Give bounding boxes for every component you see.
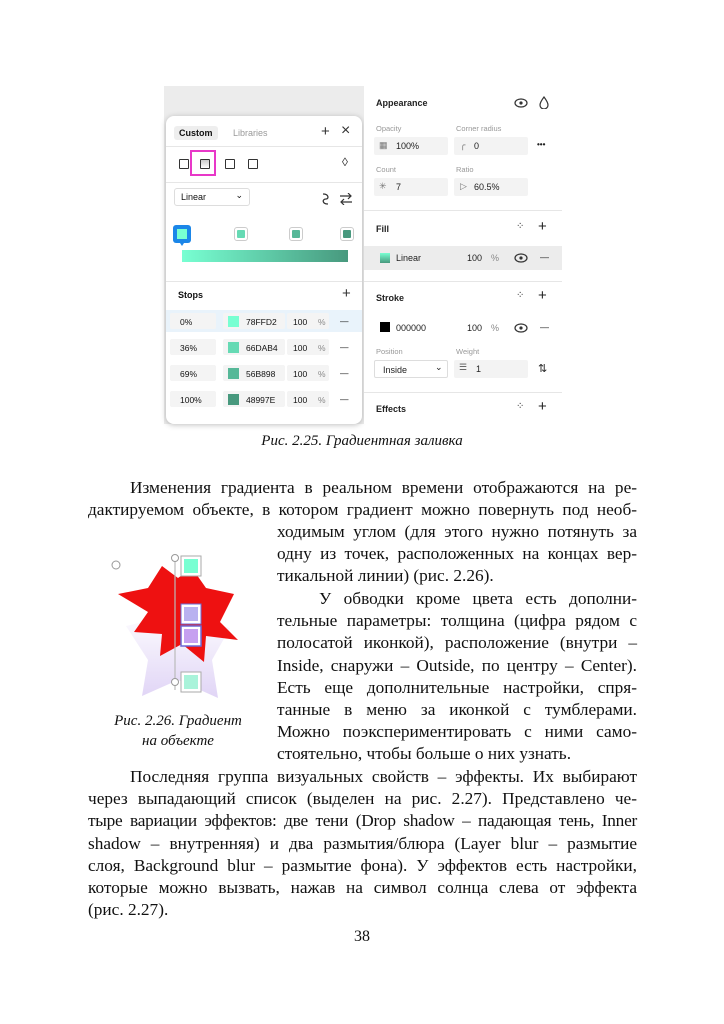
stop-position[interactable]: 100% xyxy=(180,395,202,405)
stroke-settings-icon[interactable]: ⇅ xyxy=(538,363,548,375)
count-value: 7 xyxy=(396,182,402,192)
text-line: Последняя группа визуальных свойств – эффекты. Их выбирают xyxy=(130,767,637,786)
stops-title: Stops xyxy=(178,290,204,300)
fill-opacity[interactable]: 100 xyxy=(467,253,483,263)
drop-icon[interactable]: ◊ xyxy=(342,155,348,169)
text-line: Inside, снаружи – Outside, по центру – Center). xyxy=(277,655,637,675)
chevron-down-icon: ⌄ xyxy=(235,190,243,200)
remove-stop-icon[interactable]: — xyxy=(340,316,349,326)
count-field[interactable] xyxy=(374,178,448,196)
stop-hex[interactable]: 48997E xyxy=(246,395,276,405)
ratio-value: 60.5% xyxy=(474,182,500,192)
remove-stop-icon[interactable]: — xyxy=(340,368,349,378)
corner-radius-label: Corner radius xyxy=(456,124,502,133)
ratio-label: Ratio xyxy=(456,165,474,174)
percent-sign: % xyxy=(318,395,326,405)
star-icon: ✳ xyxy=(379,181,387,191)
video-fill-icon[interactable] xyxy=(248,159,258,169)
stop-handle-100[interactable] xyxy=(340,227,354,241)
image-fill-icon[interactable] xyxy=(225,159,235,169)
gradient-type-dropdown[interactable] xyxy=(174,188,250,206)
styles-grid-icon[interactable]: ⁘ xyxy=(516,221,525,232)
fill-swatch[interactable] xyxy=(380,253,390,263)
fill-type: Linear xyxy=(396,253,422,263)
caption-line: на объекте xyxy=(142,733,214,749)
eye-icon[interactable] xyxy=(514,323,528,333)
figure-2-25-caption: Рис. 2.25. Градиентная заливка xyxy=(261,433,463,449)
add-effect-icon[interactable]: + xyxy=(538,398,547,415)
text-line: дактируемом объекте, в котором градиент можно повернуть под необ- xyxy=(88,500,637,520)
text-line: тельные параметры: толщина (цифра рядом с xyxy=(277,611,637,631)
stop-handle-69[interactable] xyxy=(289,227,303,241)
text-line: Есть еще дополнительные настройки, спря- xyxy=(277,677,637,697)
percent-sign: % xyxy=(318,369,326,379)
stroke-position-dropdown[interactable] xyxy=(374,360,448,378)
ratio-icon: ▷ xyxy=(460,181,467,191)
stop-opacity[interactable]: 100 xyxy=(293,317,308,327)
rotate-icon[interactable] xyxy=(320,192,332,206)
text-line: (рис. 2.27). xyxy=(88,900,169,920)
styles-grid-icon[interactable]: ⁘ xyxy=(516,401,525,412)
figure-2-26-gradient-object xyxy=(108,548,258,706)
paragraph-1-continued xyxy=(277,521,637,588)
percent-sign: % xyxy=(318,343,326,353)
stop-position[interactable]: 36% xyxy=(180,343,198,353)
text-line: слоя, Background blur – размытие фона). У эффектов есть настройки, xyxy=(88,855,637,875)
stop-opacity[interactable]: 100 xyxy=(293,395,308,405)
text-line: shadow – внутренняя) и два размытия/блюра (Layer blur – размытие xyxy=(88,833,637,853)
figure-2-26-caption xyxy=(95,711,261,751)
text-line: тикальной линии) (рис. 2.26). xyxy=(277,566,494,586)
stop-opacity[interactable]: 100 xyxy=(293,369,308,379)
position-label: Position xyxy=(376,347,403,356)
swap-icon[interactable] xyxy=(339,193,353,205)
text-line: которые можно вызвать, нажав на символ солнца слева от эффекта xyxy=(88,878,637,898)
percent-sign: % xyxy=(491,323,500,333)
ratio-field[interactable] xyxy=(454,178,528,196)
remove-fill-icon[interactable]: — xyxy=(540,252,549,262)
remove-stop-icon[interactable]: — xyxy=(340,394,349,404)
text-line: ходимым углом (для этого нужно потянуть за xyxy=(277,522,637,541)
plus-icon[interactable]: + xyxy=(321,123,330,140)
corner-radius-icon: ╭ xyxy=(460,140,466,150)
close-icon[interactable]: × xyxy=(341,122,351,139)
percent-sign: % xyxy=(491,253,500,263)
stop-handle-36[interactable] xyxy=(234,227,248,241)
stroke-title: Stroke xyxy=(376,293,405,303)
stop-hex[interactable]: 66DAB4 xyxy=(246,343,278,353)
corner-radius-value: 0 xyxy=(474,141,480,151)
stop-swatch[interactable] xyxy=(228,368,239,379)
tab-custom[interactable]: Custom xyxy=(174,126,218,140)
paragraph-3 xyxy=(88,766,637,921)
stroke-weight-field[interactable] xyxy=(454,360,528,378)
opacity-value: 100% xyxy=(396,141,420,151)
text-line: тыре вариации эффектов: две тени (Drop shadow – падающая тень, Inner xyxy=(88,811,637,831)
stop-swatch[interactable] xyxy=(228,394,239,405)
stroke-weight-icon: ☰ xyxy=(459,362,468,372)
stop-row[interactable] xyxy=(166,388,362,410)
properties-panel xyxy=(364,86,562,424)
stop-hex[interactable]: 78FFD2 xyxy=(246,317,277,327)
add-stroke-icon[interactable]: + xyxy=(538,287,547,304)
eye-icon[interactable] xyxy=(514,98,528,108)
stop-position[interactable]: 0% xyxy=(180,317,193,327)
stop-position[interactable]: 69% xyxy=(180,369,198,379)
gradient-color-panel xyxy=(166,116,362,424)
percent-sign: % xyxy=(318,317,326,327)
stroke-hex[interactable]: 000000 xyxy=(396,323,427,333)
text-line: полосатой иконкой), расположение (внутри – xyxy=(277,633,637,653)
opacity-field[interactable] xyxy=(374,137,448,155)
text-line: У обводки кроме цвета есть дополни- xyxy=(319,589,637,608)
styles-grid-icon[interactable]: ⁘ xyxy=(516,290,525,301)
opacity-label: Opacity xyxy=(376,124,402,133)
stroke-swatch[interactable] xyxy=(380,322,390,332)
fill-row[interactable] xyxy=(364,246,562,270)
page-number: 38 xyxy=(354,928,370,945)
text-line: стоятельно, чтобы больше о них узнать. xyxy=(277,744,572,764)
text-line: танные в меню за иконкой с тумблерами. xyxy=(277,700,637,720)
stop-row[interactable] xyxy=(166,336,362,358)
weight-label: Weight xyxy=(456,347,480,356)
effects-title: Effects xyxy=(376,404,407,414)
text-line: одну из точек, расположенных на концах вер- xyxy=(277,544,637,564)
stop-swatch[interactable] xyxy=(228,316,239,327)
opacity-grid-icon: ▦ xyxy=(379,140,388,150)
text-line: Изменения градиента в реальном времени отображаются на ре- xyxy=(130,478,637,497)
text-line: через выпадающий список (выделен на рис. 2.27). Представлено че- xyxy=(88,789,637,809)
paragraph-2 xyxy=(277,588,637,766)
stop-row[interactable] xyxy=(166,310,362,332)
stop-hex[interactable]: 56B898 xyxy=(246,369,276,379)
stop-opacity[interactable]: 100 xyxy=(293,343,308,353)
gradient-type-value: Linear xyxy=(181,192,207,202)
text-line: Можно поэкспериментировать с ними само- xyxy=(277,722,637,742)
caption-line: Рис. 2.26. Градиент xyxy=(114,713,242,729)
fill-title: Fill xyxy=(376,224,389,234)
drop-icon[interactable] xyxy=(539,96,549,109)
solid-fill-icon[interactable] xyxy=(179,159,189,169)
eye-icon[interactable] xyxy=(514,253,528,263)
corner-radius-field[interactable] xyxy=(454,137,528,155)
position-value: Inside xyxy=(383,365,408,375)
gradient-bar[interactable] xyxy=(182,250,348,262)
add-fill-icon[interactable]: + xyxy=(538,218,547,235)
remove-stroke-icon[interactable]: — xyxy=(540,322,549,332)
selected-highlight xyxy=(190,150,216,176)
remove-stop-icon[interactable]: — xyxy=(340,342,349,352)
add-stop-icon[interactable]: + xyxy=(342,285,351,302)
chevron-down-icon: ⌄ xyxy=(435,362,443,372)
weight-value: 1 xyxy=(476,364,482,374)
more-options-icon[interactable]: ••• xyxy=(537,140,546,149)
tab-libraries[interactable]: Libraries xyxy=(233,128,268,138)
appearance-title: Appearance xyxy=(376,98,428,108)
paragraph-1 xyxy=(88,477,637,521)
count-label: Count xyxy=(376,165,397,174)
stop-swatch[interactable] xyxy=(228,342,239,353)
stop-row[interactable] xyxy=(166,362,362,384)
stroke-opacity[interactable]: 100 xyxy=(467,323,483,333)
